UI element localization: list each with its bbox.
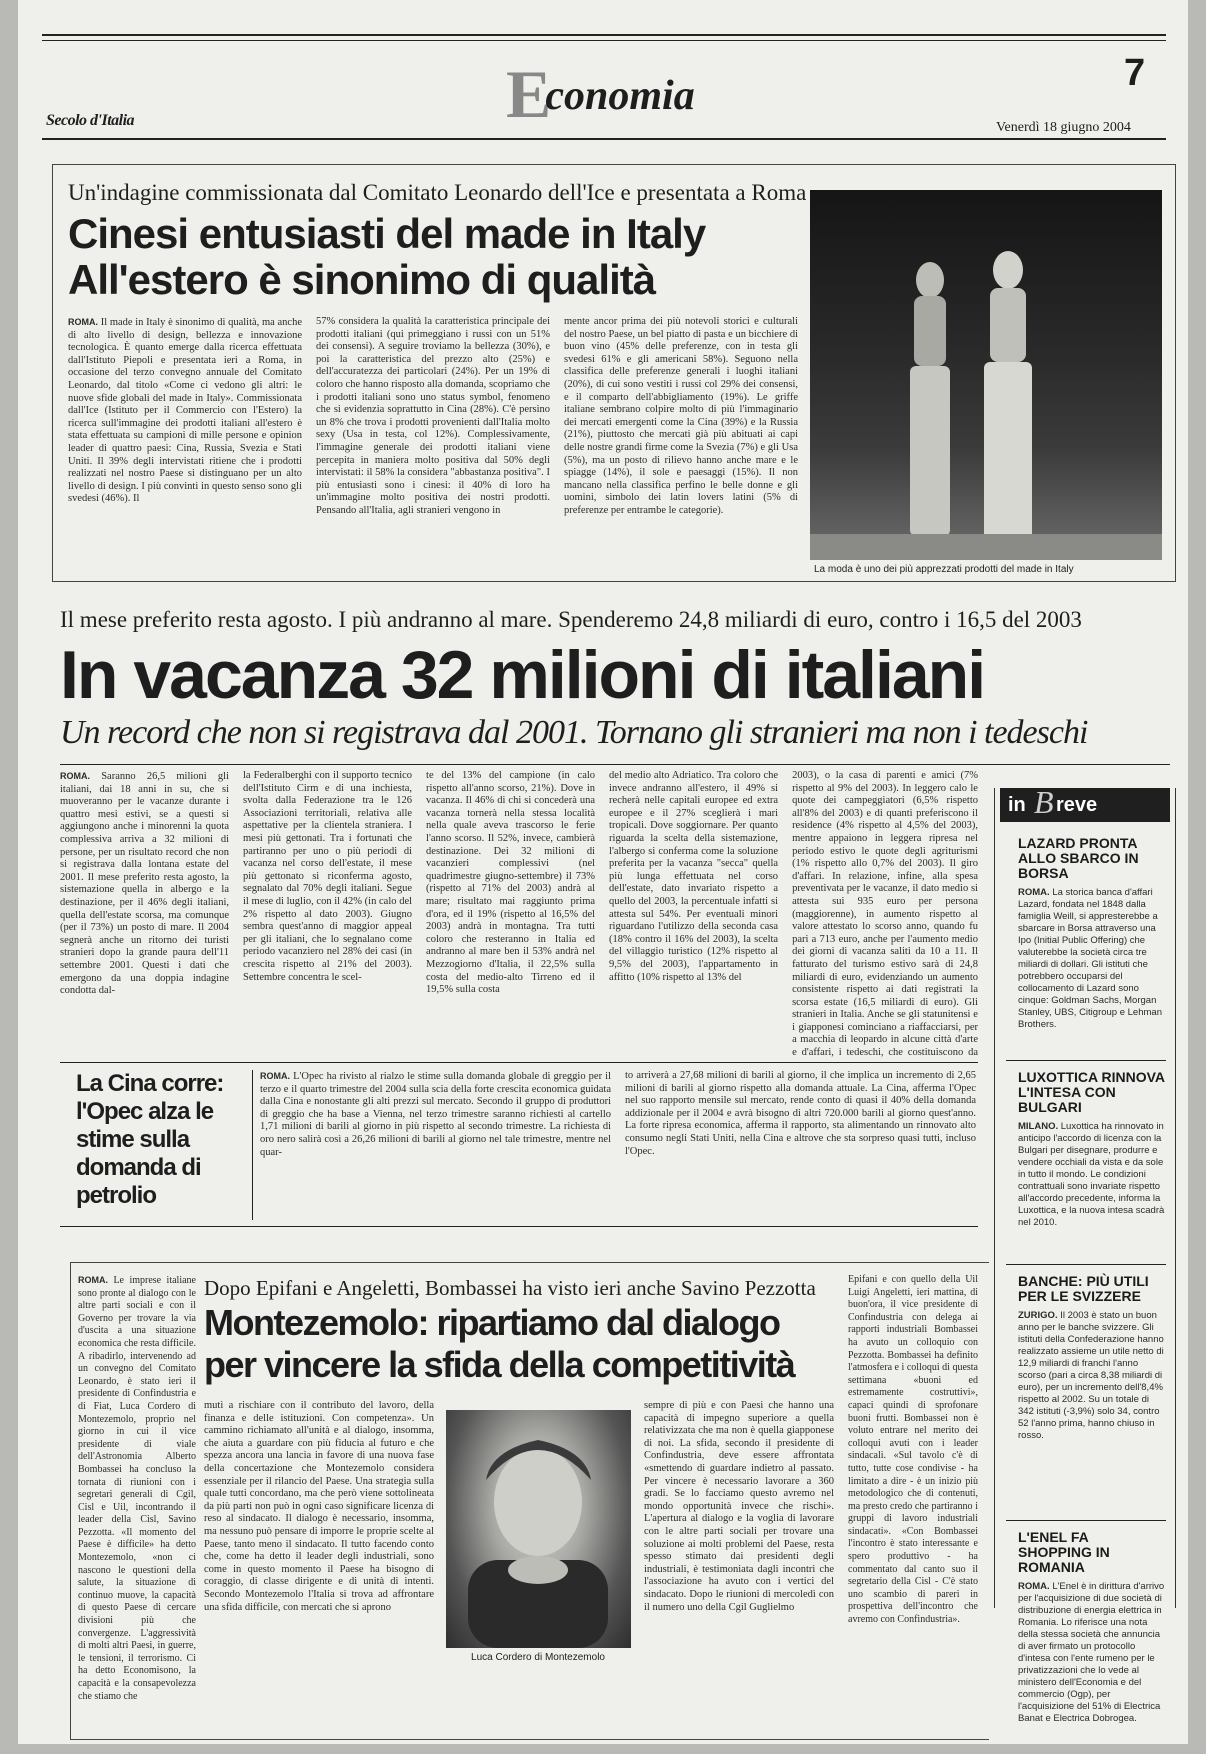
article3-top-rule bbox=[60, 1062, 978, 1063]
portrait-illustration bbox=[446, 1410, 631, 1648]
article4-col1-text: Le imprese italiane sono pronte al dialogo con le altre parti sociali e con il Governo per trovare la via d'uscita a una situazione economica che resta difficile. A ribadirlo, intervenendo ad un convegno del Comitato Leonardo, è stato ieri il presidente di Confindustria e di Fiat, Luca Cordero di Montezemolo, proprio nel giorno in cui il vice presidente di viale dell'Astronomia Alberto Bombassei ha concluso la tornata di riunioni con i segretari generali di Cgil, Cisl e Uil, incontrando il leader della Cisl, Savino Pezzotta. «Il momento del Paese è difficile» ha detto Montezemolo, «non ci nascono le questioni della salute, la situazione di continuo muove, la capacità di questo Paese di cercare divisioni più che convergenze. L'aggressività di molti altri Paesi, in guerre, le tensioni, il terrorismo. Ci ha detto Economisono, la capacità e la consapevolezza che stiamo che bbox=[78, 1275, 196, 1702]
breve-item-4-dateline: ROMA. bbox=[1018, 1581, 1050, 1592]
in-breve-title bbox=[1000, 784, 1170, 822]
issue-date: Venerdì 18 giugno 2004 bbox=[996, 120, 1131, 135]
article2-body bbox=[60, 770, 978, 1060]
masthead-logo: Secolo d'Italia bbox=[46, 112, 135, 129]
article3-col1 bbox=[260, 1070, 611, 1220]
section-rest: conomia bbox=[545, 73, 695, 119]
section-initial: E bbox=[506, 56, 552, 132]
breve-item-3-dateline: ZURIGO. bbox=[1018, 1310, 1058, 1321]
article4-kicker: Dopo Epifani e Angeletti, Bombassei ha visto ieri anche Savino Pezzotta bbox=[204, 1276, 816, 1300]
page-number: 7 bbox=[1124, 52, 1146, 94]
montezemolo-photo bbox=[446, 1410, 631, 1648]
article2-col3: te del 13% del campione (in calo rispetto all'anno scorso, 21%). Dove in vacanza. Il 46% di chi si concederà una vacanza tornerà nella stessa località nella quale aveva trascorso le ferie l'anno scorso. Il 52%, invece, cambierà destinazione. Dei 32 milioni di vacanzieri complessivi (nel quadrimestre giugno-settembre) il 73% (rispetto al 71% del 2003) andrà al mare; risultato mai raggiunto prima d'ora, ed il 19% (rispetto al 16,5% del 2003) andrà in montagna. Tra tutti coloro che resteranno in Italia ed andranno al mare ben il 53% andrà nel Mezzogiorno d'Italia, il 22,5% sulla costa del medio-alto Tirreno ed il 19,5% sulla costa bbox=[426, 770, 596, 996]
breve-item-1-dateline: ROMA. bbox=[1018, 887, 1050, 898]
article3-col2: to arriverà a 27,68 milioni di barili al giorno, il che implica un incremento di 2,65 milioni di barili al giorno rispetto alla domanda attuale. La Cina, afferma l'Opec nel suo rapporto mensile sul mercato, rende conto di quasi il 40% della domanda addizionale per il 2004 e avrà bisogno di altri 720.000 barili al giorno quest'anno. La forte ripresa economica, afferma il rapporto, sta alimentando un rinnovato alto consumo negli Stati Uniti, nella Cina e altrove che sta sorpreso quasi tutti, incluso l'Opec. bbox=[625, 1070, 976, 1157]
breve-item-3 bbox=[1018, 1274, 1166, 1442]
article2-dateline: ROMA. bbox=[60, 771, 90, 781]
top-rule-thin bbox=[42, 40, 1166, 41]
article4-col2: mutì a rischiare con il contributo del lavoro, della finanza e delle istituzioni. Con competenza». Un cammino richiamato all'unità e al dialogo, insomma, che aiuta a guardare con più fiducia al futuro e che spezza ancora una lancia in favore di una nuova fase della concertazione che Montezemolo considera essenziale per il rilancio del Paese. Una strategia sulla quale tutti concordano, ma che però viene sottolineata da più parti non può in ogni caso significare licenza di reso al sindacato. Il dialogo è necessario, insomma, ma nessuno può pensare di imporre le proprie scelte al Paese, tanto meno il sindacato. Il tutto facendo conto che, come ha detto il leader degli industriali, sono come in questo momento il Paese ha bisogno di coraggio, di classe dirigente e di unità di intenti. Secondo Montezemolo l'Italia si trova ad affrontare una sfida difficile, con mercati che si aprono bbox=[204, 1400, 434, 1613]
breve-item-4-text: L'Enel è in dirittura d'arrivo per l'acquisizione di due società di distribuzione di energia elettrica in Romania. Lo riferisce una nota della stessa società che annuncia di aver firmato un protocollo d'intesa con l'ente rumeno per le privatizzazioni che lo vede al ministero dell'Economia e del commercio (Ogp), per l'acquisizione del 51% di Electrica Banat e Electrica Dobrogea. bbox=[1018, 1581, 1165, 1724]
article2-subheadline: Un record che non si registrava dal 2001. Tornano gli stranieri ma non i tedeschi bbox=[60, 714, 1088, 751]
article1-col1 bbox=[68, 316, 302, 570]
article2-col4: del medio alto Adriatico. Tra coloro che invece andranno all'estero, il 49% si recherà nelle capitali europee ed extra europee e il 27% sceglierà i mari tropicali. Dove soggiornare. Per quanto riguarda la scelta della sistemazione, l'albergo si conferma come la soluzione preferita per la vacanza "secca" quella più lunga effettuata nel corso dell'estate, dato invariato rispetto a quello del 2003, la percentuale infatti si attesta sul 54%. Per eventuali minori riguardano l'utilizzo della seconda casa (18% contro il 16% del 2003), la scelta del villaggio turistico (12% rispetto al 9,5% del 2003), l'appartamento in affitto (10% rispetto al 13% del bbox=[609, 770, 779, 983]
article2-headline: In vacanza 32 milioni di italiani bbox=[60, 637, 985, 713]
article3-headline: La Cina corre: l'Opec alza le stime sulla domanda di petrolio bbox=[76, 1070, 224, 1209]
breve-item-3-title: BANCHE: PIÙ UTILI PER LE SVIZZERE bbox=[1018, 1273, 1149, 1304]
article1-kicker: Un'indagine commissionata dal Comitato Leonardo dell'Ice e presentata a Roma bbox=[68, 180, 807, 205]
newspaper-page bbox=[18, 0, 1188, 1744]
fashion-models-illustration bbox=[810, 190, 1162, 560]
breve-item-1-text: La storica banca d'affari Lazard, fondata nel 1848 dalla famiglia Weill, si appresterebbe a sbarcare in Borsa attraverso una Ipo (Initial Public Offering) che valuterebbe la società circa tre miliardi di dollari. Gli istituti che potrebbero occuparsi del collocamento di Lazard sono cinque: Goldman Sachs, Morgan Stanley, UBS, Citigroup e Lehman Brothers. bbox=[1018, 887, 1162, 1030]
top-rule bbox=[42, 34, 1166, 36]
breve-item-2-title: LUXOTTICA RINNOVA L'INTESA CON BULGARI bbox=[1018, 1069, 1165, 1115]
article3-body bbox=[260, 1070, 976, 1220]
article1-col3: mente ancor prima dei più notevoli storici e culturali del nostro Paese, un bel piatto di pasta e un bicchiere di buon vino (45% delle preferenze, con in testa gli svedesi 61% e gli americani 58%). Seguono nella classifica delle preferenze generali i luoghi italiani (20%), di cui sono vestiti i russi col 29% dei consensi, e il comparto dell'abbigliamento (19%). Le griffe italiane sembrano colpire molto di più l'immaginario dei mercati emergenti come la Cina (39%) e la Russia (21%), piuttosto che mercati già più abituati ai capi delle nostre grandi firme come la Svezia (7%) e gli Usa (5%), ma un posto di rilievo hanno anche mare e le spiagge (14%), il sole e paesaggi (15%). Il non mancano nella classifica perfino le belle donne e gli uomini, simbolo dei latin lovers latini (5% di preferenze per entrambe le categorie). bbox=[564, 316, 798, 516]
article4-col4: Epifani e con quello della Uil Luigi Angeletti, ieri mattina, di buon'ora, il vice presidente di Confindustria con delega ai rapporti industriali Bombassei ha avuto un colloquio con Pezzotta. Bombassei ha definito l'atmosfera e i colloqui di questa settimana «buoni ed estremamente costruttivi», capaci quindi di sprofonare buoni frutti. Bombassei non è voluto entrare nel merito dei colloqui avuti con i leader sindacali. «Sul tavolo c'è di tutto, tutte cose condivise - ha limitato a dire - è un inizio più metodologico che di contenuti, ma presto credo che partiranno i gruppi di lavoro industriali sindacati». «Con Bombassei l'incontro è stato interessante e spero produttivo - ha commentato dal canto suo il segretario della Cisl - C'è stato uno scambio di pareri in prospettiva dell'incontro che avremo con Confindustria». bbox=[848, 1274, 978, 1626]
fashion-models-photo bbox=[810, 190, 1162, 560]
breve-item-2 bbox=[1018, 1070, 1166, 1229]
article4-body-mid bbox=[204, 1400, 434, 1730]
section-title bbox=[506, 55, 695, 134]
breve-divider-3 bbox=[1006, 1520, 1166, 1521]
article1-headline-1: Cinesi entusiasti del made in Italy bbox=[68, 210, 706, 257]
breve-item-2-body bbox=[1018, 1121, 1166, 1229]
breve-item-1-body bbox=[1018, 887, 1166, 1031]
breve-divider-2 bbox=[1006, 1264, 1166, 1265]
article4-col1 bbox=[78, 1274, 196, 1724]
article4-body-right bbox=[644, 1400, 834, 1730]
article3-dateline: ROMA. bbox=[260, 1071, 290, 1081]
breve-item-3-text: Il 2003 è stato un buon anno per le banche svizzere. Gli istituti della Confederazione hanno realizzato assieme un utile netto di 12,9 miliardi di franchi l'anno scorso (pari a circa 8,38 miliardi di euro), per un incremento dell'8,4% rispetto al 2002. Su un totale di 342 istituti (-3,9%) solo 34, contro 52 l'anno prima, hanno chiuso in rosso. bbox=[1018, 1310, 1164, 1441]
article2-col5: 2003), o la casa di parenti e amici (7% rispetto al 9% del 2003). In leggero calo le quote dei campeggiatori (6,5% rispetto all'8% del 2003) e di quanti preferiscono il residence (4% rispetto al 4,5% del 2003), mentre appaiono in leggera ripresa nel periodo estivo le quote degli agriturismi (1% rispetto allo 0,7% del 2003). Il giro d'affari. In relazione, infine, alla spesa preventivata per le vacanze, il dato medio si attesta sui 935 euro per persona (maggiorenne), in aumento rispetto al valore attestato lo scorso anno, quando fu pari a 713 euro, anche per l'aumento medio dei giorni di vacanza saliti da 10 a 11. Il fatturato del turismo estivo sarà di 24,8 miliardi di euro, evidenziando un aumento consistente rispetto ai dati registrati la scorsa estate (16,5 miliardi di euro). Gli stranieri in Italia. Anche se gli statunitensi e i giapponesi cominciano a riaffacciarsi, per a macchia di leopardo in alcune città d'arte e d'affari, i tedeschi, che costituiscono da bbox=[792, 770, 978, 1059]
article3-divider bbox=[252, 1070, 253, 1220]
article4-photo-caption: Luca Cordero di Montezemolo bbox=[471, 1652, 605, 1663]
article1-photo-caption: La moda è uno dei più apprezzati prodotti del made in Italy bbox=[814, 564, 1074, 575]
article3-col1-text: L'Opec ha rivisto al rialzo le stime sulla domanda globale di greggio per il terzo e il quarto trimestre del 2004 sulla scia della forte crescita economica guidata dalla Cina e nonostante gli alti prezzi sul mercato. Secondo il gruppo di produttori di greggio che ha base a Vienna, nel terzo trimestre saranno richiesti al cartello 1,71 milioni di barili al giorno in più rispetto al secondo trimestre. La richiesta di oro nero salirà così a 26,26 milioni di barili al giorno nel tale trimestre, mentre nel quar- bbox=[260, 1071, 611, 1158]
masthead-bottom-rule bbox=[42, 138, 1166, 140]
breve-rest: reve bbox=[1056, 794, 1098, 816]
article1-dateline: ROMA. bbox=[68, 317, 98, 327]
article4-headline-2: per vincere la sfida della competitività bbox=[204, 1344, 795, 1385]
breve-item-2-dateline: MILANO. bbox=[1018, 1121, 1059, 1132]
article1-body bbox=[68, 316, 798, 570]
breve-item-4-body bbox=[1018, 1581, 1166, 1725]
article4-headline-1: Montezemolo: ripartiamo dal dialogo bbox=[204, 1302, 780, 1343]
breve-divider-1 bbox=[1006, 1060, 1166, 1061]
article4-dateline: ROMA. bbox=[78, 1275, 108, 1285]
breve-item-1 bbox=[1018, 836, 1166, 1031]
article4-body-left bbox=[78, 1274, 196, 1724]
article2-kicker: Il mese preferito resta agosto. I più andranno al mare. Spenderemo 24,8 miliardi di euro, contro i 16,5 del 2003 bbox=[60, 607, 1082, 632]
article4-col3: sempre di più e con Paesi che hanno una capacità di impegno superiore a quella relativizzata che ma non è quella giapponese di noi. La sfida, secondo il presidente di Confindustria, deve essere affrontata «smettendo di guardare indietro al passato. Per vincere è necessario lavorare a 360 gradi. Se lo facciamo questo avremo nel mondo opportunità invece che rischi». L'apertura al dialogo e la voglia di lavorare con le altre parti sociali per trovare una soluzione ai molti problemi del Paese, resta spesso stimato dai presidenti degli industriali, è testimoniata dagli incontri che l'associazione ha avuto con i vertici del sindacato. Dopo le riunioni di mercoledì con il numero uno della Cgil Guglielmo bbox=[644, 1400, 834, 1613]
article1-headline-2: All'estero è sinonimo di qualità bbox=[68, 256, 656, 303]
article4-body-far-right bbox=[848, 1274, 978, 1730]
article1-col2: 57% considera la qualità la caratteristica principale dei prodotti italiani (qui primeggiano i russi con un 51% dei consensi). A seguire troviamo la bellezza (30%), e poi la caratteristica del prezzo alto (25%) e dell'accuratezza dei particolari (24%). Per un 19% di coloro che hanno risposto alla domanda, scopriamo che i prodotti italiani sono uno status symbol, fenomeno che si evidenzia soprattutto in Cina (28%). C'è persino un 8% che trova i prodotti provenienti dall'Italia molto sexy (Usa in testa, col 12%). Complessivamente, l'immagine generale dei prodotti italiani viene percepita in maniera molto positiva dal 50% degli intervistati: il 58% la considera "abbastanza positiva". I più entusiasti sono i cinesi: il 40% di loro ha un'immagine molto positiva dei nostri prodotti. Pensando all'Italia, agli stranieri vengono in bbox=[316, 316, 550, 516]
breve-item-1-title: LAZARD PRONTA ALLO SBARCO IN BORSA bbox=[1018, 835, 1139, 881]
article2-col2: la Federalberghi con il supporto tecnico dell'Istituto Cirm e di una inchiesta, svolta dalla Federazione tra le 126 Associazioni territoriali, relativa alle aspettative per la clientela straniera. I mesi più gettonati. Tra i fortunati che partiranno per uno o più periodi di vacanza nel corso dell'estate, il mese più gettonato si riconferma agosto, segnalato dal 70% degli italiani. Segue il mese di luglio, con il 42% (in calo del 2% rispetto al dato 2003). Giugno sembra quest'anno di maggior appeal per gli italiani, che lo segnalano come periodo vacanziero nel 28% dei casi (in crescita rispetto al 21% del 2003). Settembre concentra le scel- bbox=[243, 770, 413, 983]
article2-col1 bbox=[60, 770, 229, 1060]
breve-item-4 bbox=[1018, 1530, 1166, 1736]
article2-rule bbox=[60, 764, 1170, 765]
breve-item-2-text: Luxottica ha rinnovato in anticipo l'accordo di licenza con la Bulgari per disegnare, produrre e vendere occhiali da vista e da sole in tutto il mondo. Le condizioni contrattuali sono invariate rispetto all'accordo precedente, informa la Luxottica, e la nuova intesa scadrà nel 2010. bbox=[1018, 1121, 1165, 1228]
article2-col1-text: Saranno 26,5 milioni gli italiani, dai 18 anni in su, che si muoveranno per le vacanze durante i quattro mesi estivi, se a questi si aggiungono anche i minorenni la quota complessiva arriva a 32 milioni di persone, per un risultato record che non si registrava dalla lontana estate del 2001. Il mese preferito resta agosto, la sistemazione quella in albergo e la destinazione, per il 46% degli italiani, quella dell'estate scorsa, ma comunque (per il 73%) un posto di mare. Il 2004 segnerà anche un ritorno dei turisti stranieri dopo la grande paura dell'11 settembre 2001. Questi i dati che emergono da una doppia indagine condotta dal- bbox=[60, 771, 230, 997]
breve-item-4-title: L'ENEL FA SHOPPING IN ROMANIA bbox=[1018, 1530, 1110, 1575]
breve-prefix: in bbox=[1008, 794, 1026, 816]
article3-bottom-rule bbox=[60, 1226, 978, 1227]
breve-item-3-body bbox=[1018, 1310, 1166, 1442]
breve-initial: B bbox=[1034, 784, 1054, 820]
article1-col1-text: Il made in Italy è sinonimo di qualità, ma anche di alto livello di design, bellezza e innovazione tecnologica. È quanto emerge dalla ricerca effettuata dall'Istituto Piepoli e presentata ieri a Roma, in occasione del terzo convegno annuale del Comitato Leonardo, dal titolo «Come ci vedono gli altri: le nuove sfide globali del made in Italy». Commissionata dall'Ice (Istituto per il Commercio con l'Estero) la ricerca sull'immagine dei prodotti italiani all'estero è stata effettuata su campioni di mille persone e opinion leader di quattro paesi: Cina, Russia, Svezia e Stati Uniti. Il 39% degli intervistati ritiene che i prodotti realizzati nel nostro Paese si distinguano per un alto livello di design. I più convinti in questo senso sono gli svedesi (46%). Il bbox=[68, 317, 302, 505]
